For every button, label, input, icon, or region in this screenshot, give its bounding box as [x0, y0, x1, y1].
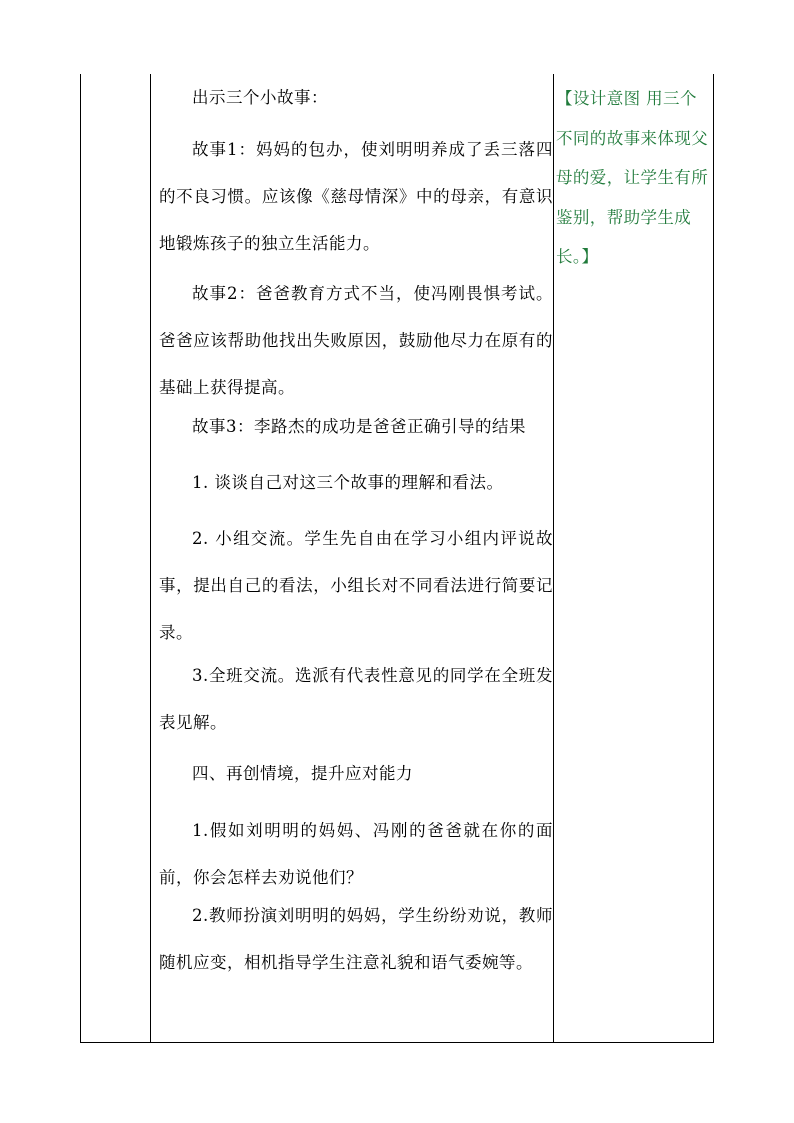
paragraph-step-1: 1. 谈谈自己对这三个故事的理解和看法。: [192, 473, 504, 492]
table-border-bottom: [80, 1042, 714, 1043]
paragraph-task-1: 1.假如刘明明的妈妈、冯刚的爸爸就在你的面前，你会怎样去劝说他们？: [159, 821, 553, 887]
table-cell-main-content: [151, 74, 553, 1042]
section-heading-four: 四、再创情境，提升应对能力: [192, 764, 413, 783]
paragraph-story-2: 故事2：爸爸教育方式不当，使冯刚畏惧考试。爸爸应该帮助他找出失败原因，鼓励他尽力在原有的基础上获得提高。: [159, 284, 553, 397]
table-border-right: [713, 74, 714, 1043]
paragraph-task-2: 2.教师扮演刘明明的妈妈，学生纷纷劝说，教师随机应变，相机指导学生注意礼貌和语气委婉等。: [159, 906, 553, 972]
table-cell-design-note: [554, 74, 713, 1042]
paragraph-story-1: 故事1：妈妈的包办，使刘明明养成了丢三落四的不良习惯。应该像《慈母情深》中的母亲，有意识地锻炼孩子的独立生活能力。: [159, 140, 553, 253]
paragraph-step-2: 2. 小组交流。学生先自由在学习小组内评说故事，提出自己的看法，小组长对不同看法进行简要记录。: [159, 529, 553, 642]
paragraph-step-3: 3.全班交流。选派有代表性意见的同学在全班发表见解。: [159, 666, 553, 732]
paragraph-intro: 出示三个小故事：: [192, 88, 328, 107]
paragraph-story-3: 故事3：李路杰的成功是爸爸正确引导的结果: [192, 417, 526, 436]
table-cell-left-empty: [81, 74, 150, 1042]
design-note-text: 【设计意图 用三个不同的故事来体现父母的爱，让学生有所鉴别，帮助学生成长。】: [556, 89, 709, 266]
